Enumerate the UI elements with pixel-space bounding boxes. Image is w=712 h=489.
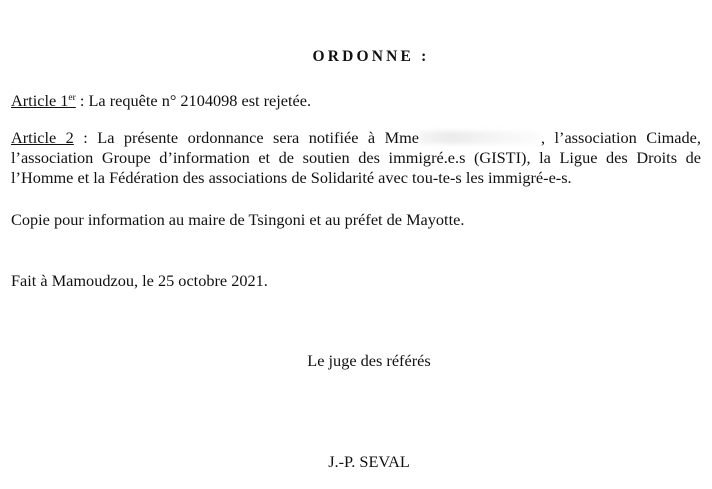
article-2-text-after: , l’association Cimade, l’association Groupe d’information et de soutien des immigré.e.s (GISTI), la Ligue des Droits de l’Homme et la Fédération des associations de Solidarité avec tou-te-s les immigré-e-s. — [11, 128, 701, 187]
article-1 — [11, 91, 701, 111]
judge-name: J.-P. SEVAL — [328, 452, 410, 471]
place-date: Fait à Mamoudzou, le 25 octobre 2021. — [11, 271, 268, 290]
ordonne-heading: ORDONNE : — [312, 48, 430, 65]
article-2-label: Article 2 — [11, 128, 74, 147]
copy-information: Copie pour information au maire de Tsingoni et au préfet de Mayotte. — [11, 210, 465, 229]
judge-title: Le juge des référés — [307, 351, 431, 370]
redacted-name — [419, 131, 541, 144]
article-2 — [11, 128, 701, 188]
article-1-label: Article 1er — [11, 91, 76, 110]
article-1-text: : La requête n° 2104098 est rejetée. — [75, 91, 312, 110]
article-2-text-before: : La présente ordonnance sera notifiée à Mme — [73, 128, 419, 147]
